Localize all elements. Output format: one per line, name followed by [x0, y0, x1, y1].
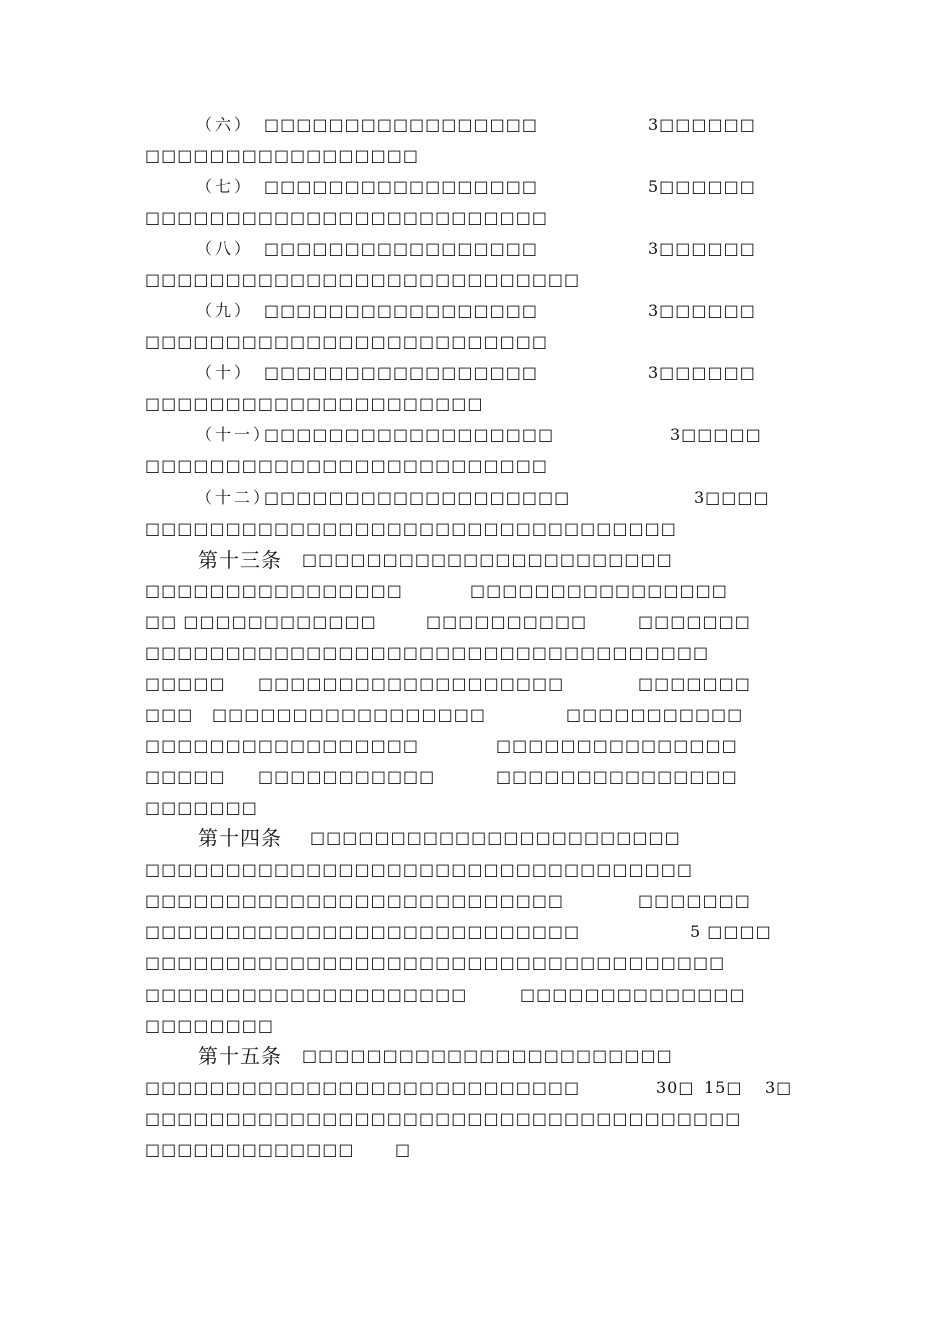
article-text: □□□□□□□□□□□□□□□ [496, 767, 738, 786]
item-text: □□□□□□□□□□□□□□□□□□□□□□□□□□□□□□□□□ [145, 519, 677, 538]
text-line [0, 1107, 950, 1131]
item-number: （七） [196, 177, 254, 196]
item-number: （十） [196, 363, 254, 382]
article-text: □□□□□□□□□□□□□□□□□□□□□□□□□□ [145, 891, 565, 910]
article-heading: 第十五条 [198, 1044, 282, 1068]
article-heading: 第十四条 [198, 826, 282, 850]
item-text: □□□□□□□□□□□□□□□□□□□□□□□□□ [145, 456, 548, 475]
item-text-tail: 3□□□□□□ [648, 363, 756, 382]
text-line [0, 983, 950, 1007]
item-text: □□□□□□□□□□□□□□□□□□□ [264, 488, 571, 507]
text-line [0, 734, 950, 758]
item-text: □□□□□□□□□□□□□□□□□ [145, 146, 419, 165]
article-text: □□□□□□□□□□ [426, 612, 588, 631]
article-text: 30□ [656, 1078, 695, 1097]
article-text: □□□□□ [145, 674, 226, 693]
article-text: □□ □□□□□□□□□□□□ [145, 612, 377, 631]
item-text: □□□□□□□□□□□□□□□□□ [264, 177, 538, 196]
article-text: □□□□□□□□□□□ [258, 767, 436, 786]
article-text: □□□□□□□□□□□□□□□□□□□□□□□ [302, 550, 673, 569]
text-line [0, 765, 950, 789]
text-line [0, 237, 950, 261]
text-line [0, 858, 950, 882]
article-text: □□□□□□□□□□□□□□□□□□□□□□□ [302, 1046, 673, 1065]
text-line [0, 1014, 950, 1038]
article-text: □□□□□□□ [638, 891, 751, 910]
item-number: （六） [196, 115, 254, 134]
article-text: □□□□□□□□□□□□□□□□□□□□ [145, 985, 468, 1004]
item-text: □□□□□□□□□□□□□□□□□□□□□□□□□□□ [145, 270, 581, 289]
article-text: □□□□□□□□□□□□□□□□□□□□□□□□□□□□□□□□□□□ [145, 643, 710, 662]
item-text: □□□□□□□□□□□□□□□□□ [264, 363, 538, 382]
text-line [0, 672, 950, 696]
article-text: □□□□□□□□□□□□□□□□□□□□□□□□□□□□□□□□□□□□□ [145, 1109, 742, 1128]
article-text: 5 □□□□ [690, 922, 772, 941]
article-text: □□□□□□□□□□□□□□□□□□□ [258, 674, 565, 693]
item-text: □□□□□□□□□□□□□□□□□ [264, 115, 538, 134]
article-text: □□□□□□□□□□□□□ [145, 1140, 355, 1159]
item-text-tail: 3□□□□□□ [648, 239, 756, 258]
text-line [0, 951, 950, 975]
article-text: □□□□□□□ [638, 612, 751, 631]
item-text-tail: 3□□□□□ [670, 425, 762, 444]
text-line [0, 920, 950, 944]
text-line [0, 889, 950, 913]
text-line [0, 1138, 950, 1162]
text-line [0, 579, 950, 603]
article-text: □□□□□ [145, 767, 226, 786]
item-number: （九） [196, 301, 254, 320]
text-line [0, 392, 950, 416]
text-line [0, 175, 950, 199]
item-number: （八） [196, 239, 254, 258]
text-line [0, 517, 950, 541]
text-line [0, 361, 950, 385]
article-text: □□□□□□□□□□□□□□□□ [470, 581, 728, 600]
text-line [0, 330, 950, 354]
article-text: □□□□□□□□□□□□□□□□□ [212, 705, 486, 724]
article-text: □ [395, 1140, 412, 1159]
item-text: □□□□□□□□□□□□□□□□□□□□□□□□□ [145, 208, 548, 227]
article-line [0, 546, 950, 574]
text-line [0, 299, 950, 323]
text-line [0, 144, 950, 168]
article-text: □□□ [145, 705, 194, 724]
item-text: □□□□□□□□□□□□□□□□□□□□□□□□□ [145, 332, 548, 351]
article-text: □□□□□□□□□□□□□□□□□□□□□□□□□□□ [145, 1078, 581, 1097]
text-line [0, 796, 950, 820]
text-line [0, 1076, 950, 1100]
article-text: 15□ [704, 1078, 743, 1097]
text-line [0, 610, 950, 634]
text-line [0, 703, 950, 727]
text-line [0, 268, 950, 292]
item-text-tail: 5□□□□□□ [648, 177, 756, 196]
article-text: □□□□□□□□□□□□□□□□□□□□□□□□□□□□□□□□□□□□ [145, 953, 726, 972]
article-line [0, 824, 950, 852]
article-line [0, 1042, 950, 1070]
text-line [0, 486, 950, 510]
text-line [0, 206, 950, 230]
item-text-tail: 3□□□□□□ [648, 301, 756, 320]
item-text: □□□□□□□□□□□□□□□□□□ [264, 425, 555, 444]
article-text: □□□□□□□□□□□□□□□□□ [145, 736, 419, 755]
text-line [0, 641, 950, 665]
item-text-tail: 3□□□□ [694, 488, 770, 507]
item-number: （十二） [196, 488, 273, 507]
article-text: □□□□□□□□□□□ [566, 705, 744, 724]
article-text: 3□ [765, 1078, 793, 1097]
article-heading: 第十三条 [198, 548, 282, 572]
article-text: □□□□□□□□□□□□□□□ [496, 736, 738, 755]
article-text: □□□□□□□ [145, 798, 258, 817]
article-text: □□□□□□□□ [145, 1016, 274, 1035]
text-line [0, 113, 950, 137]
article-text: □□□□□□□□□□□□□□□□□□□□□□□ [310, 828, 681, 847]
item-number: （十一） [196, 425, 273, 444]
article-text: □□□□□□□□□□□□□□□□□□□□□□□□□□□□□□□□□□ [145, 860, 693, 879]
article-text: □□□□□□□□□□□□□□□□ [145, 581, 403, 600]
item-text: □□□□□□□□□□□□□□□□□ [264, 239, 538, 258]
text-line [0, 423, 950, 447]
item-text-tail: 3□□□□□□ [648, 115, 756, 134]
item-text: □□□□□□□□□□□□□□□□□□□□□ [145, 394, 484, 413]
article-text: □□□□□□□□□□□□□□□□□□□□□□□□□□□ [145, 922, 581, 941]
item-text: □□□□□□□□□□□□□□□□□ [264, 301, 538, 320]
article-text: □□□□□□□ [638, 674, 751, 693]
article-text: □□□□□□□□□□□□□□ [520, 985, 746, 1004]
text-line [0, 454, 950, 478]
